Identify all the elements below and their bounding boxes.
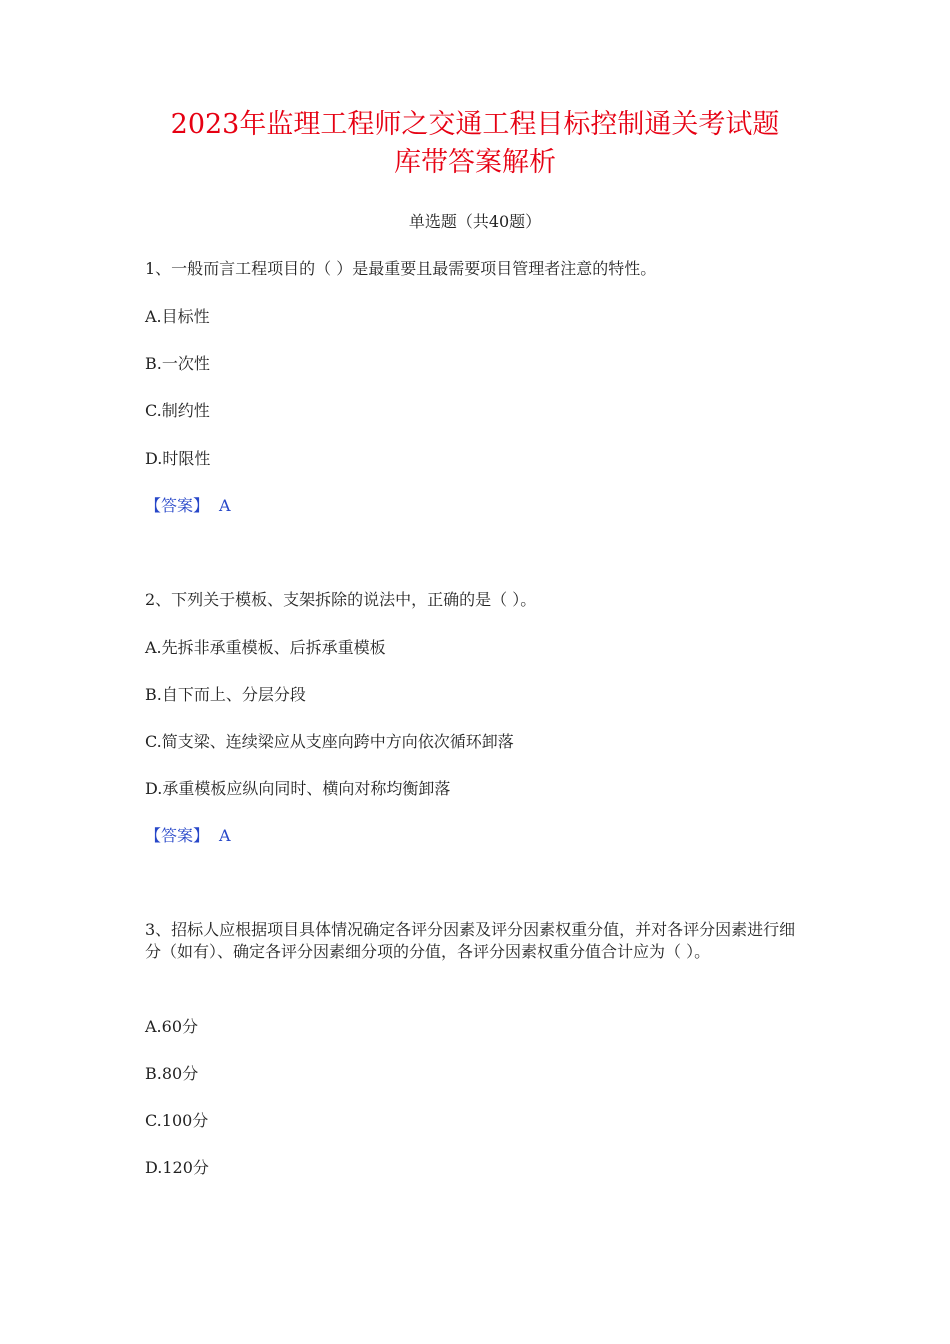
question-2-option-b: B.自下而上、分层分段: [145, 685, 306, 704]
question-1-option-b: B.一次性: [145, 354, 210, 373]
question-1-option-a: A.目标性: [145, 307, 210, 326]
answer-label: 【答案】: [145, 496, 210, 515]
question-1-text: 1、一般而言工程项目的（ ）是最重要且最需要项目管理者注意的特性。: [145, 259, 657, 278]
question-2-option-a: A.先拆非承重模板、后拆承重模板: [145, 638, 386, 657]
question-2-option-d: D.承重模板应纵向同时、横向对称均衡卸落: [145, 779, 451, 798]
question-2-option-c: C.简支梁、连续梁应从支座向跨中方向依次循环卸落: [145, 732, 514, 751]
document-title-line-1: 2023年监理工程师之交通工程目标控制通关考试题: [170, 109, 780, 140]
question-3-option-a: A.60分: [145, 1017, 199, 1036]
answer-value: A: [219, 496, 231, 515]
document-title: [100, 106, 850, 182]
question-2-text: 2、下列关于模板、支架拆除的说法中，正确的是（ ）。: [145, 590, 537, 609]
question-3-option-c: C.100分: [145, 1111, 209, 1130]
question-3-option-d: D.120分: [145, 1158, 209, 1177]
question-1-option-c: C.制约性: [145, 401, 210, 420]
question-1-answer: [145, 495, 231, 517]
question-2-answer: [145, 825, 231, 847]
question-3-text: 3、招标人应根据项目具体情况确定各评分因素及评分因素权重分值，并对各评分因素进行细分（如有）、确定各评分因素细分项的分值，各评分因素权重分值合计应为（ ）。: [145, 920, 796, 961]
question-1-option-d: D.时限性: [145, 449, 211, 468]
document-title-line-2: 库带答案解析: [394, 147, 556, 178]
section-heading: 单选题（共40题）: [408, 212, 542, 231]
answer-label: 【答案】: [145, 826, 210, 845]
answer-value: A: [219, 826, 231, 845]
question-3-option-b: B.80分: [145, 1064, 199, 1083]
